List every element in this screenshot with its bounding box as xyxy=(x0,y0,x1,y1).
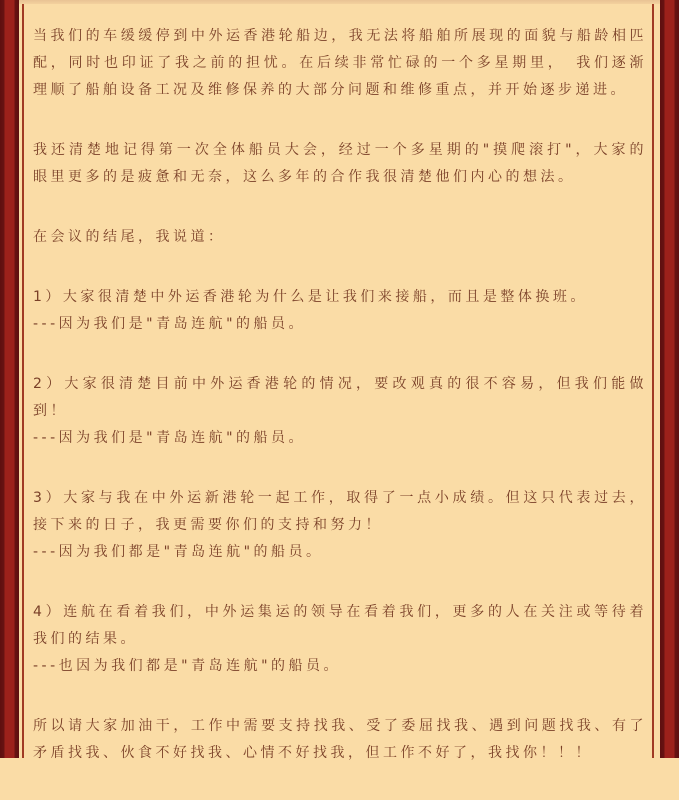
item-reason: ---因为我们是"青岛连航"的船员。 xyxy=(33,316,307,332)
article-content xyxy=(33,0,647,800)
paragraph-text: 我还清楚地记得第一次全体船员大会，经过一个多星期的"摸爬滚打"，大家的眼里更多的是疲惫和无奈，这么多年的合作我很清楚他们内心的想法。 xyxy=(33,142,647,185)
paragraph-text: 所以请大家加油干，工作中需要支持找我、受了委屈找我、遇到问题找我、有了矛盾找我、伙食不好找我、心情不好找我，但工作不好了，我找你！！！ xyxy=(33,718,647,761)
numbered-item-1 xyxy=(33,284,647,338)
paragraph-text: 当我们的车缓缓停到中外运香港轮船边，我无法将船舶所展现的面貌与船龄相匹配，同时也印证了我之前的担忧。在后续非常忙碌的一个多星期里， 我们逐渐理顺了船舶设备工况及维修保养的大部分问题和维修重点，并开始逐步递进。 xyxy=(33,28,647,98)
left-rule-line xyxy=(22,0,24,758)
paragraph-meeting-closing xyxy=(33,224,647,251)
left-border-band xyxy=(0,0,19,758)
paragraph-crew-meeting xyxy=(33,137,647,191)
paragraph-closing-encouragement xyxy=(33,713,647,767)
item-statement: 2）大家很清楚目前中外运香港轮的情况，要改观真的很不容易，但我们能做到！ xyxy=(33,376,647,419)
numbered-item-3 xyxy=(33,485,647,566)
paragraph-text: 在会议的结尾，我说道： xyxy=(33,229,226,245)
right-rule-line xyxy=(652,0,654,758)
item-reason: ---也因为我们都是"青岛连航"的船员。 xyxy=(33,658,342,674)
right-border-band xyxy=(660,0,679,758)
paragraph-arrival xyxy=(33,23,647,104)
item-reason: ---因为我们都是"青岛连航"的船员。 xyxy=(33,544,324,560)
numbered-item-2 xyxy=(33,371,647,452)
item-statement: 4）连航在看着我们，中外运集运的领导在看着我们，更多的人在关注或等待着我们的结果。 xyxy=(33,604,647,647)
item-statement: 1）大家很清楚中外运香港轮为什么是让我们来接船，而且是整体换班。 xyxy=(33,289,588,305)
numbered-item-4 xyxy=(33,599,647,680)
item-statement: 3）大家与我在中外运新港轮一起工作，取得了一点小成绩。但这只代表过去，接下来的日子，我更需要你们的支持和努力！ xyxy=(33,490,647,533)
item-reason: ---因为我们是"青岛连航"的船员。 xyxy=(33,430,307,446)
